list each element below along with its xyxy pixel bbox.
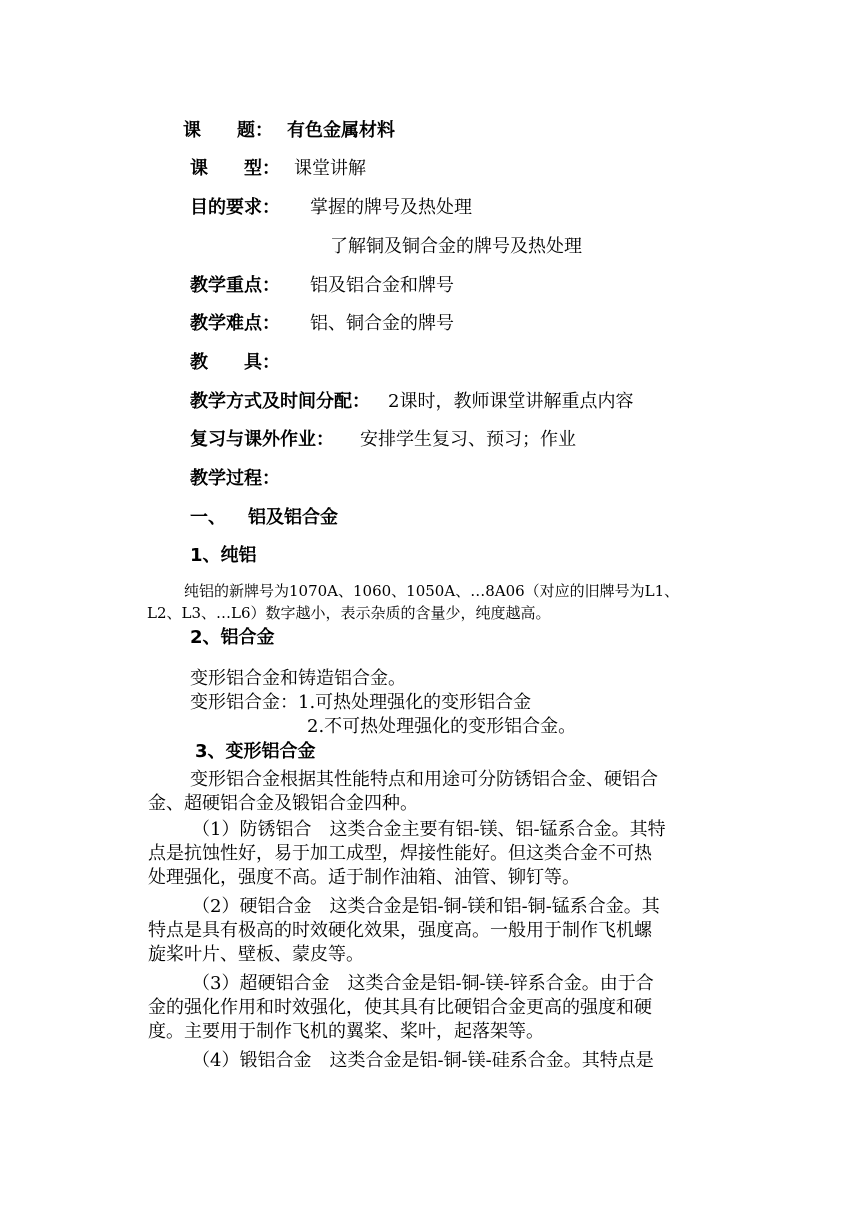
section-1-title: 铝及铝合金 [248,507,338,528]
homework-label: 复习与课外作业： [190,429,334,450]
paragraph-4-line-2: 金的强化作用和时效强化，使其具有比硬铝合金更高的强度和硬 [148,997,652,1018]
subsection-2-title: 2、铝合金 [190,627,275,648]
tools-line [190,351,280,375]
subsection-3-heading [195,740,316,764]
goal-line [190,196,472,220]
subsection-1-title: 1、纯铝 [190,545,257,566]
tools-label: 教 具： [190,352,280,373]
sub2-text-line-3: 2.不可热处理强化的变形铝合金。 [307,716,577,737]
type-value: 课堂讲解 [294,158,366,179]
sub1-text-line-2: L2、L3、…L6）数字越小，表示杂质的含量少，纯度越高。 [147,604,551,622]
homework-line [190,428,576,452]
goal-value-1: 掌握的牌号及热处理 [310,197,472,218]
subsection-1-heading [190,544,257,568]
paragraph-2-line-2: 点是抗蚀性好，易于加工成型，焊接性能好。但这类合金不可热 [148,843,652,864]
difficulty-label: 教学难点： [190,313,280,334]
process-line [190,467,280,491]
topic-line [183,119,395,143]
sub2-text-line-2: 变形铝合金：1.可热处理强化的变形铝合金 [190,692,532,713]
method-label: 教学方式及时间分配： [190,391,370,412]
paragraph-5-line-1: （4）锻铝合金 这类合金是铝-铜-镁-硅系合金。其特点是 [192,1050,654,1071]
subsection-2-heading [190,626,275,650]
type-label: 课 型： [190,158,280,179]
subsection-3-title: 3、变形铝合金 [195,741,316,762]
paragraph-3-line-2: 特点是具有极高的时效硬化效果，强度高。一般用于制作飞机螺 [148,920,652,941]
goal-value-2: 了解铜及铜合金的牌号及热处理 [330,236,582,257]
type-line [190,157,366,181]
paragraph-1-line-2: 金、超硬铝合金及锻铝合金四种。 [148,793,418,814]
section-1-number: 一、 [190,507,226,528]
paragraph-3-line-3: 旋桨叶片、壁板、蒙皮等。 [148,944,364,965]
topic-label: 课 题： [183,120,273,141]
goal-label: 目的要求： [190,197,280,218]
paragraph-2-line-1: （1）防锈铝合 这类合金主要有铝-镁、铝-锰系合金。其特 [192,819,666,840]
paragraph-4-line-1: （3）超硬铝合金 这类合金是铝-铜-镁-锌系合金。由于合 [192,973,654,994]
key-label: 教学重点： [190,275,280,296]
paragraph-3-line-1: （2）硬铝合金 这类合金是铝-铜-镁和铝-铜-锰系合金。其 [192,896,660,917]
topic-value: 有色金属材料 [287,120,395,141]
paragraph-2-line-3: 处理强化，强度不高。适于制作油箱、油管、铆钉等。 [148,867,580,888]
sub1-text-line-1: 纯铝的新牌号为1070A、1060、1050A、…8A06（对应的旧牌号为L1、 [184,582,680,600]
key-value: 铝及铝合金和牌号 [310,275,454,296]
difficulty-line [190,312,454,336]
paragraph-1-line-1: 变形铝合金根据其性能特点和用途可分防锈铝合金、硬铝合 [190,769,658,790]
sub2-text-line-1: 变形铝合金和铸造铝合金。 [190,668,406,689]
process-label: 教学过程： [190,468,280,489]
section-1-heading [190,506,338,530]
method-line [190,390,633,414]
method-value: 2课时，教师课堂讲解重点内容 [388,391,634,412]
key-line [190,274,454,298]
goal-line-2 [330,235,582,259]
difficulty-value: 铝、铜合金的牌号 [310,313,454,334]
homework-value: 安排学生复习、预习；作业 [360,429,576,450]
paragraph-4-line-3: 度。主要用于制作飞机的翼桨、桨叶，起落架等。 [148,1021,544,1042]
